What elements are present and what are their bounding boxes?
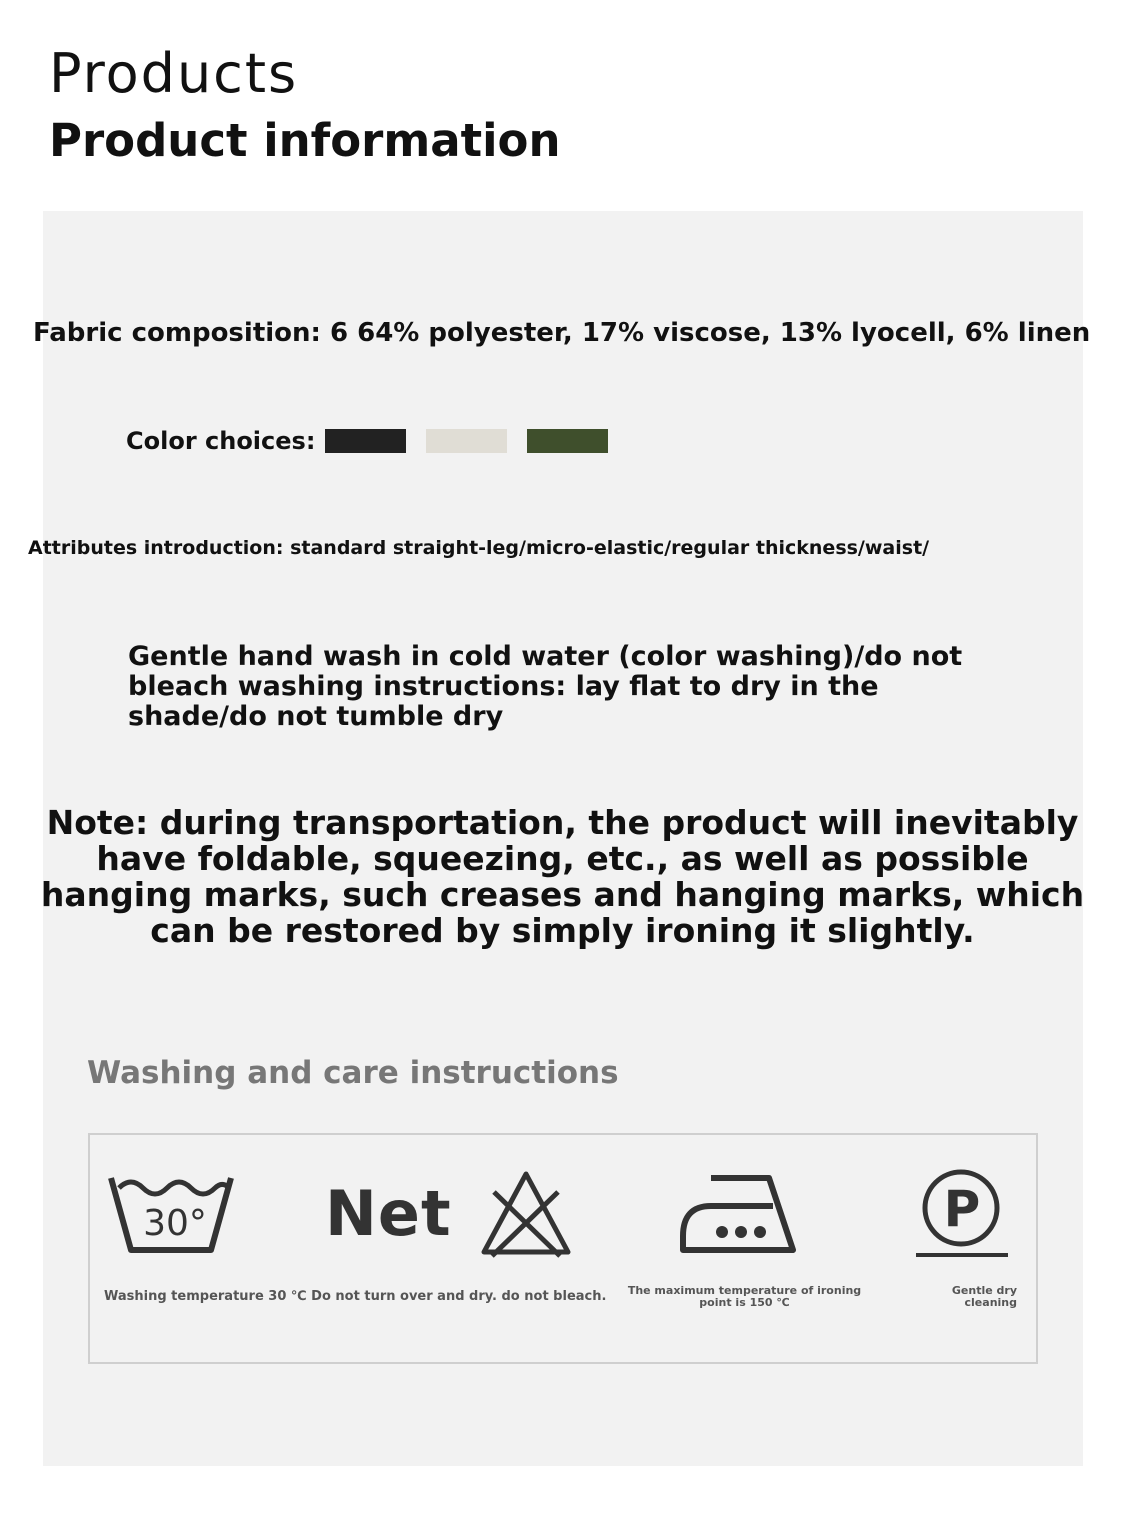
dry-clean-letter: P (943, 1180, 981, 1238)
page-title: Products (49, 42, 299, 105)
no-bleach-icon (480, 1168, 572, 1258)
color-swatch-beige (426, 429, 507, 453)
dry-clean-p-icon (912, 1166, 1012, 1260)
color-swatch-green (527, 429, 608, 453)
fabric-composition: Fabric composition: 6 64% polyester, 17% viscose, 13% lyocell, 6% linen (33, 318, 1091, 348)
caption-dry-clean: Gentle dry cleaning (951, 1284, 1017, 1309)
net-icon: Net (325, 1177, 452, 1250)
attributes-introduction: Attributes introduction: standard straight-leg/micro-elastic/regular thickness/waist/ (28, 537, 930, 559)
wash-30-icon (105, 1172, 237, 1256)
page-subtitle: Product information (49, 114, 561, 167)
transport-note: Note: during transportation, the product will inevitably have foldable, squeezing, etc., as well as possible hanging marks, such creases and hanging marks, which can be restored by simply ironing it slightly. (40, 803, 1085, 950)
care-section-title: Washing and care instructions (87, 1055, 619, 1091)
washing-instructions: Gentle hand wash in cold water (color washing)/do not bleach washing instructions: lay flat to dry in the shade/do not tumble dry (128, 641, 963, 732)
caption-wash: Washing temperature 30 ℃ Do not turn over and dry. do not bleach. (104, 1289, 607, 1304)
color-choices (126, 427, 608, 455)
color-swatch-black (325, 429, 406, 453)
iron-icon (677, 1172, 799, 1256)
wash-temperature-label: 30° (143, 1203, 207, 1244)
color-choices-label: Color choices: (126, 427, 316, 455)
caption-iron: The maximum temperature of ironing point is 150 ℃ (627, 1284, 862, 1309)
